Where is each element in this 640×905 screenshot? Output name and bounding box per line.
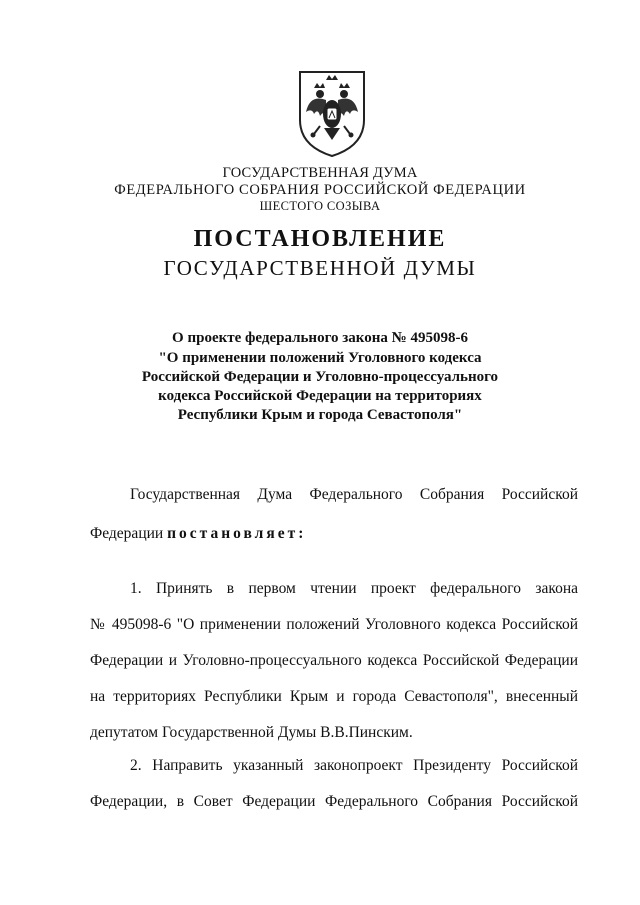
- header-line-federal-assembly: ФЕДЕРАЛЬНОГО СОБРАНИЯ РОССИЙСКОЙ ФЕДЕРАЦИИ: [114, 182, 526, 198]
- item1-line-5: депутатом Государственной Думы В.В.Пинским.: [90, 724, 413, 741]
- item2-line-2: Федерации, в Совет Федерации Федерального Собрания Российской: [90, 793, 578, 810]
- item1-line-3: Федерации и Уголовно-процессуального кодекса Российской Федерации: [90, 652, 578, 669]
- header-line-convocation: ШЕСТОГО СОЗЫВА: [259, 199, 381, 213]
- about-line-3: Российской Федерации и Уголовно-процессуального: [141, 369, 499, 385]
- preamble-action-word: постановляет:: [167, 525, 307, 542]
- document-title: ПОСТАНОВЛЕНИЕ: [193, 226, 447, 252]
- item1-line-2: № 495098-6 "О применении положений Уголовного кодекса Российской: [90, 616, 578, 633]
- preamble-line-2: [90, 525, 578, 543]
- coat-of-arms-emblem-icon: [296, 68, 368, 158]
- item1-line-1: 1. Принять в первом чтении проект федерального закона: [130, 580, 578, 597]
- about-line-2: "О применении положений Уголовного кодекса: [158, 350, 482, 366]
- about-line-5: Республики Крым и города Севастополя": [177, 407, 463, 423]
- about-line-4: кодекса Российской Федерации на территориях: [158, 388, 482, 404]
- preamble-line-1: Государственная Дума Федерального Собрания Российской: [130, 486, 578, 503]
- about-line-1: О проекте федерального закона № 495098-6: [172, 330, 468, 346]
- item1-line-4: на территориях Республики Крым и города Севастополя", внесенный: [90, 688, 578, 705]
- item2-line-1: 2. Направить указанный законопроект Президенту Российской: [130, 757, 578, 774]
- header-line-state-duma: ГОСУДАРСТВЕННАЯ ДУМА: [222, 165, 418, 181]
- preamble-line-2-start: Федерации: [90, 525, 168, 542]
- document-subtitle: ГОСУДАРСТВЕННОЙ ДУМЫ: [163, 256, 477, 280]
